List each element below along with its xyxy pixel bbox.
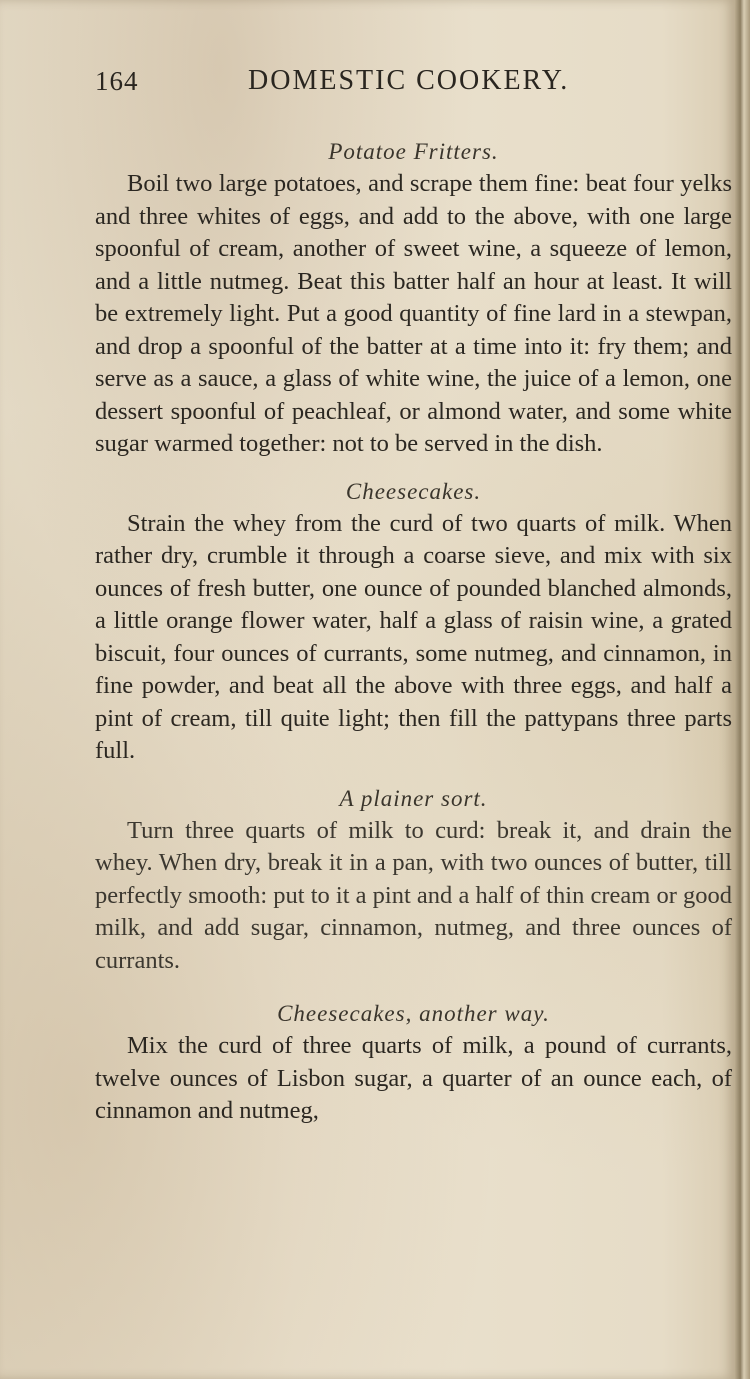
recipe-text-potatoe-fritters: Boil two large potatoes, and scrape them fine: beat four yelks and three whites of eggs, and add to the above, with one large spoonful of cream, another of sweet wine, a squeeze of lemon, and a little nutmeg. Beat this batter half an hour at least. It will be extremely light. Put a good quantity of fine lard in a stewpan, and drop a spoonful of the batter at a time into it: fry them; and serve as a sauce, a glass of white wine, the juice of a lemon, one dessert spoonful of peachleaf, or almond water, and some white sugar warmed together: not to be served in the dish. <box>95 170 732 457</box>
recipe-title-cheesecakes-another-way: Cheesecakes, another way. <box>277 1001 550 1026</box>
recipe-title-potatoe-fritters: Potatoe Fritters. <box>328 139 499 164</box>
page-header <box>95 60 725 110</box>
page-number: 164 <box>95 66 139 96</box>
recipe-text-cheesecakes: Strain the whey from the curd of two quarts of milk. When rather dry, crumble it through a coarse sieve, and mix with six ounces of fresh butter, one ounce of pounded blanched almonds, a little orange flower water, half a glass of raisin wine, a grated biscuit, four ounces of currants, some nutmeg, and cinnamon, in fine powder, and beat all the above with three eggs, and half a pint of cream, till quite light; then fill the pattypans three parts full. <box>95 509 732 764</box>
recipe-text-cheesecakes-another-way: Mix the curd of three quarts of milk, a pound of currants, twelve ounces of Lisbon sugar, a quarter of an ounce each, of cinnamon and nutmeg, <box>95 1032 732 1124</box>
page-edge <box>735 0 750 1379</box>
recipe-text-plainer-sort: Turn three quarts of milk to curd: break it, and drain the whey. When dry, break it in a pan, with two ounces of butter, till perfectly smooth: put to it a pint and a half of thin cream or good milk, and add sugar, cinnamon, nutmeg, and three ounces of currants. <box>95 816 732 974</box>
recipe-title-plainer-sort: A plainer sort. <box>339 785 488 811</box>
recipe-title-cheesecakes: Cheesecakes. <box>345 478 482 504</box>
page-content <box>95 135 732 1128</box>
running-head: DOMESTIC COOKERY. <box>248 65 570 96</box>
